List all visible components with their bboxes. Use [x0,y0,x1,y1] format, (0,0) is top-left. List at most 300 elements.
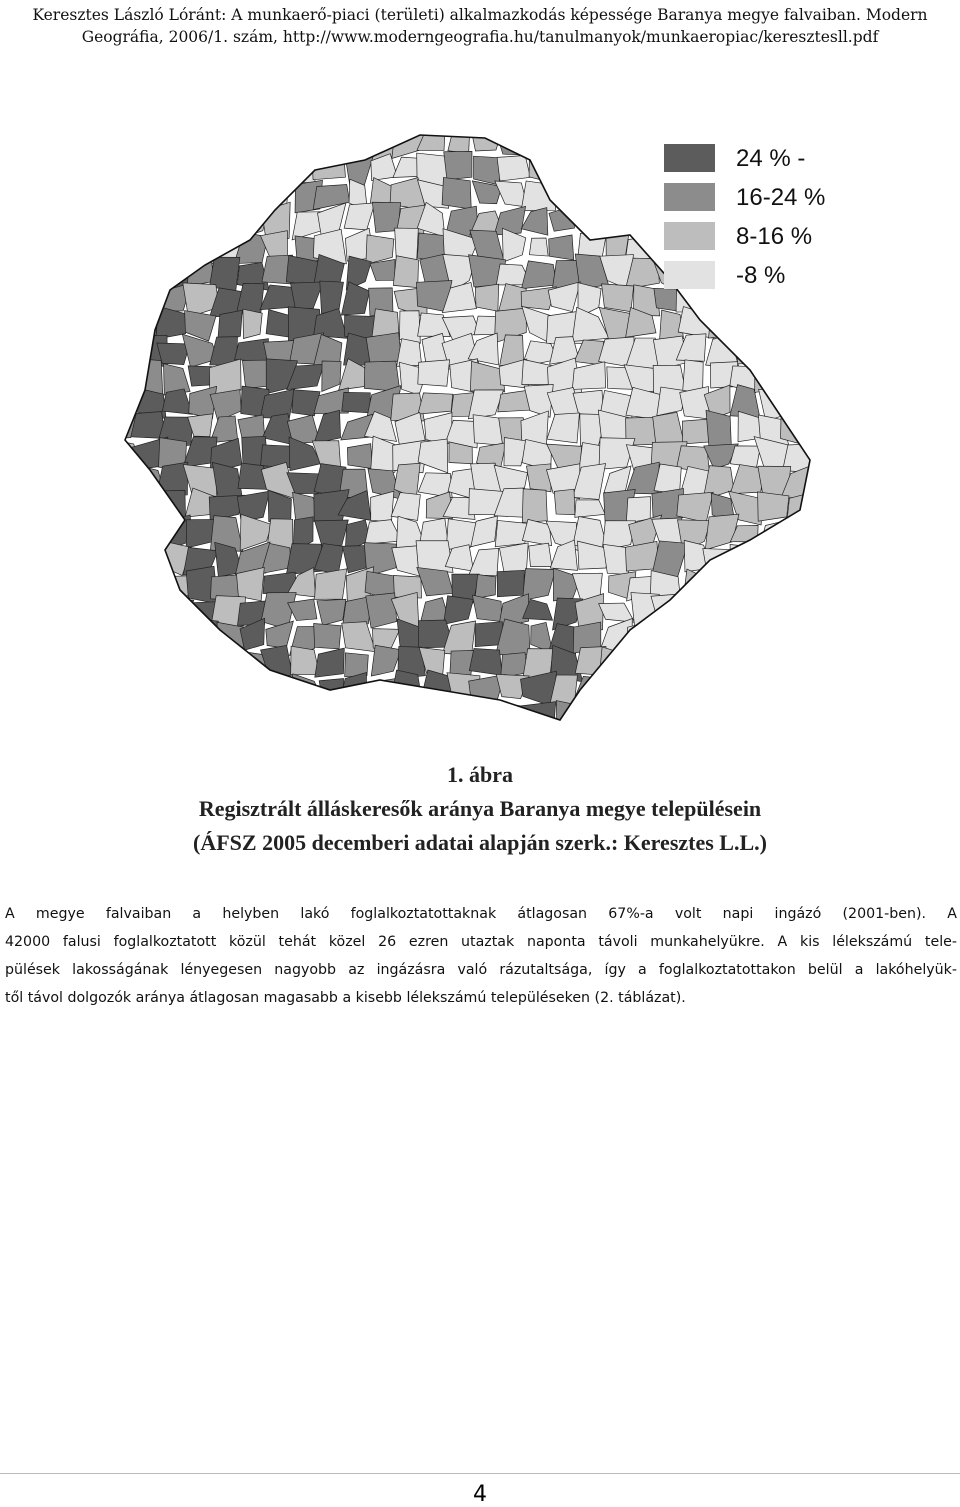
municipality-cell [604,184,633,212]
municipality-cell [132,729,164,730]
municipality-cell [110,438,139,472]
municipality-cell [757,543,785,571]
municipality-cell [529,238,548,256]
municipality-cell [787,548,812,577]
municipality-cell [442,177,471,209]
municipality-cell [163,649,192,675]
municipality-cell [397,339,422,367]
municipality-cell [625,157,657,183]
municipality-cell [209,208,245,239]
municipality-cell [602,284,634,312]
municipality-cell [810,363,830,396]
municipality-cell [157,343,190,365]
municipality-cell [730,544,762,571]
municipality-cell [680,724,713,730]
municipality-cell [289,130,322,159]
municipality-cell [240,177,271,210]
municipality-cell [110,285,139,317]
municipality-cell [110,256,141,288]
municipality-cell [235,728,269,730]
municipality-cell [789,676,812,703]
municipality-cell [808,699,830,723]
municipality-cell [808,592,830,626]
municipality-cell [399,311,420,344]
municipality-cell [498,390,530,412]
municipality-cell [219,702,245,730]
municipality-cell [603,724,629,730]
municipality-cell [130,204,167,239]
municipality-cell [731,624,763,653]
figure-source: (ÁFSZ 2005 decemberi adatai alapján szerk.: Keresztes L.L.) [0,826,960,860]
municipality-cell [319,679,344,707]
municipality-cell [730,446,760,467]
municipality-cell [315,703,340,725]
municipality-cell [735,725,764,730]
municipality-cell [366,333,401,365]
municipality-cell [157,130,193,162]
municipality-cell [185,672,219,707]
municipality-cell [522,489,547,523]
municipality-cell [785,334,817,367]
municipality-cell [755,569,784,601]
legend-item-4 [664,261,864,300]
municipality-cell [470,722,503,730]
municipality-cell [110,387,139,417]
municipality-cell [472,595,501,621]
municipality-cell [134,644,159,677]
municipality-cell [495,520,528,546]
municipality-cell [347,444,372,469]
municipality-cell [521,702,555,728]
municipality-cell [110,359,138,395]
municipality-cell [184,130,214,155]
municipality-cell [731,704,764,728]
municipality-cell [547,413,580,443]
municipality-cell [294,729,324,730]
municipality-cell [112,496,136,524]
municipality-cell [702,596,739,619]
municipality-cell [632,205,660,237]
municipality-cell [549,150,577,181]
municipality-cell [261,703,297,729]
municipality-cell [237,155,264,179]
municipality-cell [110,229,141,257]
municipality-cell [215,152,238,187]
legend-label-3: 8-16 % [736,222,812,252]
municipality-cell [243,309,262,338]
municipality-cell [110,518,140,550]
legend-label-2: 16-24 % [736,183,825,213]
municipality-cell [651,594,680,621]
municipality-cell [182,234,216,264]
municipality-cell [683,569,713,603]
municipality-cell [756,646,790,672]
header-line-1: Keresztes László Lóránt: A munkaerő-piaci (területi) alkalmazkodás képessége Baranya megye falvaiban. Modern [0,4,960,26]
municipality-cell [364,361,400,392]
municipality-cell [780,593,816,626]
municipality-cell [110,598,141,628]
municipality-cell [627,700,661,730]
municipality-cell [756,674,790,704]
municipality-cell [731,566,762,599]
municipality-cell [573,130,608,162]
figure-caption [0,758,960,860]
municipality-cell [650,648,684,682]
municipality-cell [242,130,265,159]
municipality-cell [161,671,194,706]
legend-swatch-4 [664,261,715,289]
municipality-cell [110,336,142,363]
legend-item-3 [664,222,864,261]
municipality-cell [371,491,394,522]
municipality-cell [810,465,830,492]
municipality-cell [755,723,784,730]
municipality-cell [730,672,766,703]
municipality-cell [708,619,732,649]
municipality-cell [235,677,263,700]
municipality-cell [475,284,498,311]
municipality-cell [572,158,607,185]
municipality-cell [781,572,815,595]
municipality-cell [110,130,135,161]
municipality-cell [391,670,423,705]
municipality-cell [110,625,133,653]
municipality-cell [788,696,814,726]
municipality-cell [602,698,636,729]
municipality-cell [494,206,525,235]
municipality-cell [582,203,610,238]
municipality-cell [782,724,812,730]
municipality-cell [579,701,607,729]
municipality-cell [110,697,142,727]
municipality-cell [677,700,713,729]
municipality-cell [781,622,809,655]
municipality-cell [211,645,241,677]
municipality-cell [653,412,685,446]
legend-label-4: -8 % [736,261,785,291]
municipality-cell [788,358,809,392]
municipality-cell [703,549,738,569]
map-legend [664,144,864,294]
municipality-cell [110,655,134,673]
municipality-cell [451,697,471,728]
municipality-cell [759,338,791,362]
municipality-cell [212,462,242,498]
municipality-cell [393,256,418,288]
municipality-cell [550,540,577,570]
municipality-cell [130,542,164,574]
municipality-cell [780,314,815,343]
municipality-cell [782,388,811,415]
municipality-cell [550,130,580,156]
municipality-cell [633,672,657,704]
municipality-cell [709,312,739,338]
municipality-cell [263,678,294,706]
municipality-cell [756,619,792,652]
municipality-cell [162,183,194,207]
municipality-cell [315,520,349,547]
municipality-cell [713,702,734,730]
municipality-cell [782,646,817,678]
municipality-cell [679,618,707,655]
figure-title: Regisztrált álláskeresők aránya Baranya megye településein [0,792,960,826]
municipality-cell [338,130,368,158]
municipality-cell [677,651,708,672]
municipality-cell [110,678,142,706]
municipality-cell [158,722,184,730]
municipality-cell [549,235,574,260]
municipality-cell [604,673,627,700]
municipality-cell [239,706,271,728]
municipality-cell [421,727,443,730]
municipality-cell [291,646,320,674]
municipality-cell [159,597,194,622]
municipality-cell [475,575,496,599]
municipality-cell [548,722,582,730]
municipality-cell [320,281,344,313]
municipality-cell [731,593,759,629]
municipality-cell [471,130,504,151]
municipality-cell [810,645,830,677]
municipality-cell [603,130,635,158]
municipality-cell [133,281,166,311]
municipality-cell [138,183,165,212]
municipality-cell [366,723,401,730]
municipality-cell [601,154,633,187]
municipality-cell [806,572,830,598]
municipality-cell [572,362,605,390]
municipality-cell [755,697,787,730]
municipality-cell [113,176,140,214]
municipality-cell [288,599,317,621]
municipality-cell [134,619,160,649]
municipality-cell [138,230,162,264]
municipality-cell [342,392,371,413]
body-line-3: pülések lakosságának lényegesen nagyobb az ingázásra való rázutaltsága, így a foglalkoztatottakon belül a lakóhelyük- [5,956,957,984]
municipality-cell [317,599,346,625]
municipality-cell [210,390,241,421]
municipality-cell [625,178,660,211]
municipality-cell [136,490,164,523]
municipality-cell [314,410,341,443]
figure-number: 1. ábra [0,758,960,792]
municipality-cell [366,593,397,628]
municipality-cell [264,157,296,178]
municipality-cell [291,697,323,727]
municipality-cell [266,621,294,648]
municipality-cell [161,491,185,526]
municipality-cell [133,130,166,158]
legend-item-1 [664,144,864,183]
municipality-cell [110,546,135,578]
municipality-cell [556,701,575,730]
municipality-cell [159,204,188,239]
municipality-cell [157,621,189,651]
municipality-cell [136,259,160,287]
running-header [0,4,960,48]
body-line-4: től távol dolgozók aránya átlagosan magasabb a kisebb lélekszámú településeken (2. táblázat). [5,984,957,1012]
municipality-cell [110,308,142,342]
municipality-cell [185,202,215,236]
municipality-cell [110,466,137,491]
municipality-cell [629,130,661,159]
municipality-cell [211,725,241,730]
municipality-cell [707,647,732,679]
municipality-cell [807,726,830,730]
municipality-cell [110,161,140,181]
municipality-cell [469,698,505,730]
footer-rule [0,1473,960,1474]
municipality-cell [703,569,739,601]
municipality-cell [755,360,786,393]
municipality-cell [521,181,555,211]
municipality-cell [187,701,219,729]
municipality-cell [502,228,525,262]
municipality-cell [209,177,242,209]
legend-item-2 [664,183,864,222]
municipality-cell [236,567,264,600]
municipality-cell [524,385,553,418]
municipality-cell [523,728,551,730]
municipality-cell [784,517,817,542]
municipality-cell [341,698,374,723]
municipality-cell [418,393,453,414]
municipality-cell [574,180,609,205]
municipality-cell [761,521,783,544]
municipality-cell [315,722,344,730]
municipality-cell [183,725,215,730]
municipality-cell [392,546,421,577]
page-number: 4 [0,1482,960,1507]
municipality-cell [448,130,470,153]
municipality-cell [813,438,830,469]
body-line-2: 42000 falusi foglalkoztatott közül tehát közel 26 ezren utaztak naponta távoli munkahelyükre. A kis lélekszámú tele- [5,928,957,956]
municipality-cell [807,312,830,342]
municipality-cell [114,576,133,599]
municipality-cell [444,151,472,179]
body-paragraph [5,900,957,1012]
municipality-cell [680,387,709,419]
municipality-cell [469,548,499,575]
municipality-cell [708,671,729,700]
municipality-cell [419,699,443,730]
municipality-cell [162,230,191,265]
municipality-cell [110,206,141,238]
municipality-cell [810,547,830,573]
municipality-cell [757,312,792,341]
municipality-cell [110,723,141,730]
municipality-cell [758,492,789,521]
municipality-cell [809,516,830,547]
municipality-cell [290,282,323,309]
municipality-cell [601,204,633,239]
municipality-cell [682,679,706,708]
municipality-cell [706,410,731,446]
municipality-cell [390,698,422,730]
legend-swatch-2 [664,183,715,211]
municipality-cell [264,724,291,730]
municipality-cell [344,203,375,230]
municipality-cell [265,130,294,158]
municipality-cell [555,184,584,205]
municipality-cell [526,464,551,492]
body-line-1: A megye falvaiban a helyben lakó foglalkoztatottaknak átlagosan 67%-a volt napi ingázó (2001-ben). A [5,900,957,928]
municipality-cell [650,671,683,707]
header-line-2: Geográfia, 2006/1. szám, http://www.moderngeografia.hu/tanulmanyok/munkaeropiac/keresztesll.pdf [0,26,960,48]
legend-swatch-3 [664,222,715,250]
municipality-cell [340,672,367,707]
legend-swatch-1 [664,144,715,172]
municipality-cell [627,621,660,655]
municipality-cell [807,394,830,413]
municipality-cell [209,130,238,161]
municipality-cell [810,419,830,446]
municipality-cell [733,645,763,675]
municipality-cell [135,567,163,598]
municipality-cell [705,514,739,550]
municipality-cell [365,520,402,545]
municipality-cell [759,598,792,630]
municipality-cell [471,516,498,547]
municipality-cell [657,724,679,730]
municipality-cell [165,157,185,184]
municipality-cell [469,648,502,675]
municipality-cell [162,389,192,414]
municipality-cell [163,700,186,725]
municipality-cell [816,620,830,654]
municipality-cell [447,727,469,730]
municipality-cell [730,310,759,343]
municipality-cell [138,678,167,707]
municipality-cell [497,570,524,596]
municipality-cell [132,153,168,187]
municipality-cell [184,179,211,205]
municipality-cell [496,723,532,730]
municipality-cell [521,261,556,289]
municipality-cell [367,703,397,730]
municipality-cell [322,361,341,391]
municipality-cell [575,500,605,517]
municipality-cell [315,569,347,600]
municipality-cell [443,596,473,625]
municipality-cell [416,541,453,573]
municipality-cell [315,648,345,677]
municipality-cell [627,646,658,680]
municipality-cell [809,336,830,366]
municipality-cell [497,156,530,182]
municipality-cell [134,699,166,729]
municipality-cell [627,722,655,730]
legend-label-1: 24 % - [736,144,805,174]
municipality-cell [191,649,214,682]
municipality-cell [131,524,162,550]
municipality-cell [658,707,685,730]
municipality-cell [554,489,575,514]
municipality-cell [186,151,215,185]
municipality-cell [315,133,349,160]
municipality-cell [521,130,549,161]
municipality-cell [314,623,342,648]
municipality-cell [131,601,157,622]
municipality-cell [211,676,245,707]
municipality-cell [807,675,830,707]
municipality-cell [392,729,422,730]
municipality-cell [815,489,830,520]
municipality-cell [521,208,548,236]
municipality-cell [659,620,688,653]
municipality-cell [578,232,607,258]
municipality-cell [529,543,552,566]
